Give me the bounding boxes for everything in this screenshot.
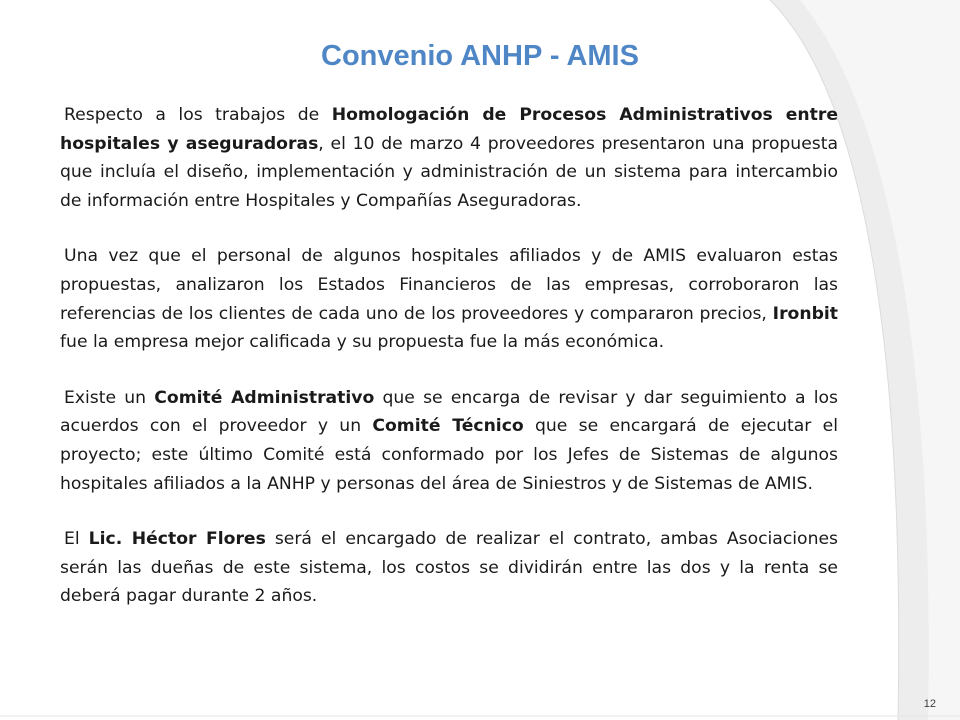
body-paragraph-2 <box>60 242 838 356</box>
bold-text-run: Homologación de Procesos Administrativos entre hospitales y aseguradoras <box>60 105 839 154</box>
body-paragraph-4 <box>60 525 838 611</box>
text-run: Existe un <box>64 387 155 408</box>
text-run: Una vez que el personal de algunos hospitales afiliados y de AMIS evaluaron estas propuestas, analizaron los Estados Financieros de las empresas, corroboraron las referencias de los clientes de cada uno de los proveedores y compararon precios, <box>60 246 838 324</box>
bold-text-run: Comité Administrativo <box>154 387 375 408</box>
bold-text-run: Ironbit <box>772 303 838 324</box>
slide-title: Convenio ANHP - AMIS <box>321 40 639 72</box>
slide-body <box>60 101 838 638</box>
text-run: que se encarga de revisar y dar seguimiento a los acuerdos con el proveedor y un <box>60 387 838 437</box>
text-run: fue la empresa mejor calificada y su propuesta fue la más económica. <box>60 332 665 353</box>
text-run: Respecto a los trabajos de <box>64 105 332 125</box>
text-run: , el 10 de marzo 4 proveedores presentaron una propuesta que incluía el diseño, implementación y administración de un sistema para intercambio de información entre Hospitales y Compañías Aseguradoras. <box>60 133 838 211</box>
bold-text-run: Lic. Héctor Flores <box>88 529 266 550</box>
page-number: 12 <box>923 698 936 710</box>
text-run: que se encargará de ejecutar el proyecto; este último Comité está conformado por los Jefes de Sistemas de algunos hospitales afiliados a la ANHP y personas del área de Siniestros y de Sistemas de AMIS. <box>60 416 838 494</box>
text-run: El <box>64 529 89 550</box>
bold-text-run: Comité Técnico <box>372 416 524 437</box>
body-paragraph-3 <box>60 384 838 498</box>
text-run: será el encargado de realizar el contrato, ambas Asociaciones serán las dueñas de este sistema, los costos se dividirán entre las dos y la renta se deberá pagar durante 2 años. <box>60 529 838 607</box>
body-paragraph-1 <box>60 101 838 215</box>
